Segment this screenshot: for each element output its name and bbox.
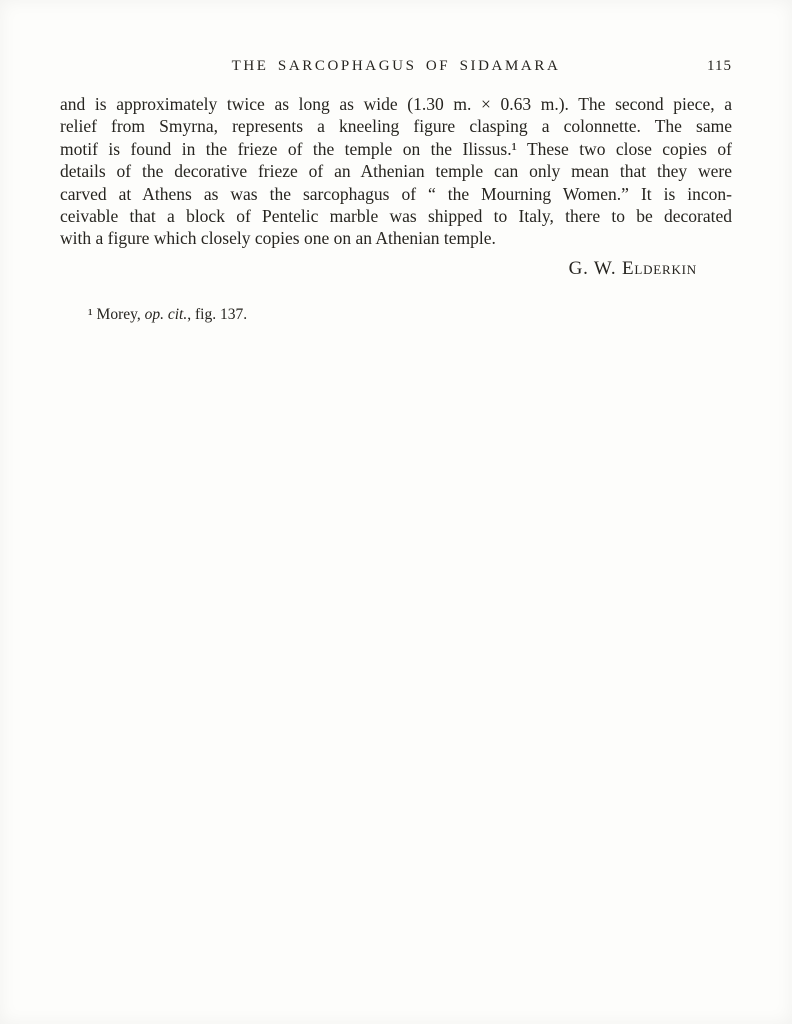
paragraph-line: relief from Smyrna, represents a kneeling figure clasping a colonnette. The same [60, 116, 732, 137]
paragraph-line: carved at Athens as was the sarcophagus of “ the Mourning Women.” It is incon- [60, 183, 732, 204]
paragraph-line: motif is found in the frieze of the temple on the Ilissus.¹ These two close copies of [60, 138, 732, 159]
footnote [60, 306, 732, 324]
page-number: 115 [707, 58, 732, 74]
page-header [60, 58, 732, 80]
paragraph-line: with a figure which closely copies one on an Athenian temple. [60, 228, 496, 249]
footnote-text-suffix: , fig. 137. [187, 305, 248, 323]
running-title: THE SARCOPHAGUS OF SIDAMARA [231, 58, 561, 74]
footnote-marker: ¹ [88, 305, 93, 323]
paragraph-line: ceivable that a block of Pentelic marble was shipped to Italy, there to be decorated [60, 206, 732, 227]
author-signature: G. W. Elderkin [568, 257, 697, 279]
paragraph-line: details of the decorative frieze of an Athenian temple can only mean that they were [60, 161, 732, 182]
footnote-text-prefix: Morey, [92, 305, 145, 323]
body-paragraph [60, 93, 732, 250]
footnote-citation: op. cit. [144, 305, 188, 323]
paragraph-line: and is approximately twice as long as wide (1.30 m. × 0.63 m.). The second piece, a [60, 94, 732, 114]
